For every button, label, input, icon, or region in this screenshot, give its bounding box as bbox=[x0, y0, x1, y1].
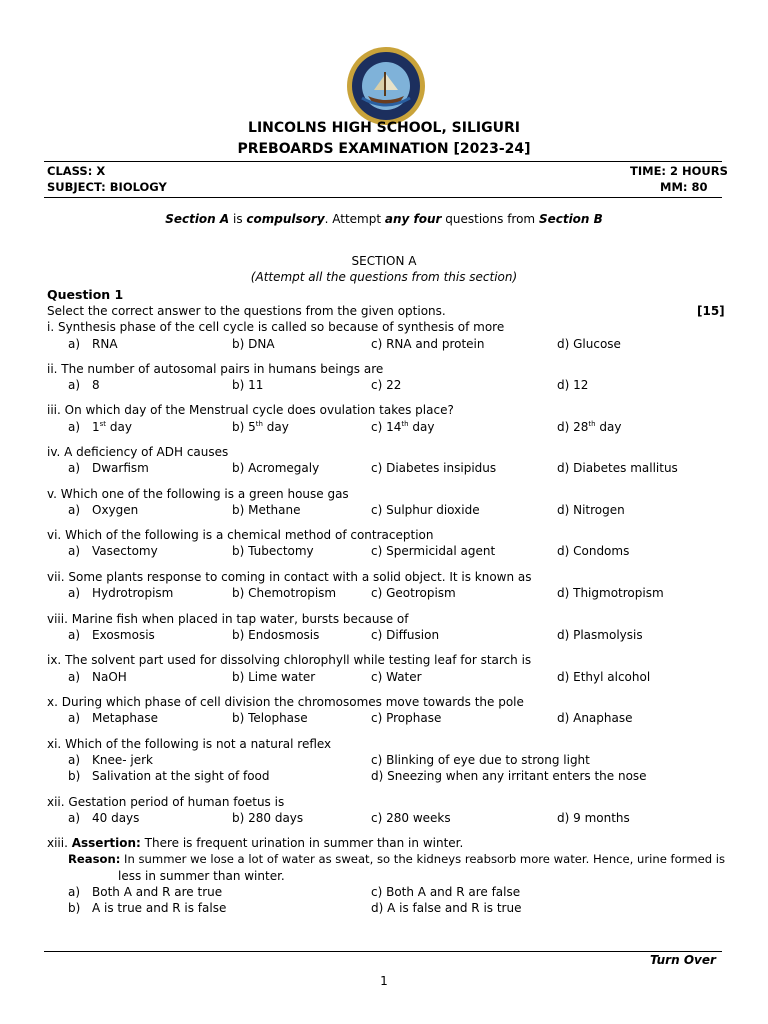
option-d: d) 9 months bbox=[557, 811, 630, 825]
exam-title: PREBOARDS EXAMINATION [2023-24] bbox=[237, 141, 531, 157]
option-d: d) Glucose bbox=[557, 337, 621, 351]
option-d: d) Ethyl alcohol bbox=[557, 670, 651, 684]
option-b: b) Methane bbox=[232, 503, 301, 517]
option-d: d) A is false and R is true bbox=[371, 901, 522, 915]
option-a: a) Metaphase bbox=[68, 711, 159, 725]
option-a: a) Both A and R are true bbox=[68, 885, 223, 899]
option-a: a) Hydrotropism bbox=[68, 586, 174, 600]
header-rule-bottom bbox=[44, 197, 722, 198]
option-b: b) DNA bbox=[232, 337, 275, 351]
option-c: c) Prophase bbox=[371, 711, 442, 725]
option-c: c) Geotropism bbox=[371, 586, 456, 600]
max-marks-label: MM: 80 bbox=[660, 180, 708, 194]
time-label: TIME: 2 HOURS bbox=[630, 164, 728, 178]
general-instructions: Section A is compulsory. Attempt any four questions from Section B bbox=[165, 212, 603, 226]
option-c: c) Sulphur dioxide bbox=[371, 503, 480, 517]
option-a: a) Vasectomy bbox=[68, 544, 158, 558]
class-label: CLASS: X bbox=[47, 164, 106, 178]
option-b: b) 280 days bbox=[232, 811, 304, 825]
question-heading: Question 1 bbox=[47, 287, 124, 302]
option-b: b) Telophase bbox=[232, 711, 308, 725]
option-d: d) Anaphase bbox=[557, 711, 633, 725]
option-d: d) Sneezing when any irritant enters the nose bbox=[371, 769, 647, 783]
option-d: d) Nitrogen bbox=[557, 503, 625, 517]
option-c: c) 22 bbox=[371, 378, 402, 392]
option-d: d) Diabetes mallitus bbox=[557, 461, 678, 475]
option-b: b) A is true and R is false bbox=[68, 901, 227, 915]
option-d: d) 12 bbox=[557, 378, 589, 392]
option-c: c) RNA and protein bbox=[371, 337, 485, 351]
option-b: b) 5th day bbox=[232, 420, 289, 434]
assertion-text: xiii. Assertion: There is frequent urination in summer than in winter. bbox=[47, 836, 464, 850]
option-c: c) Both A and R are false bbox=[371, 885, 521, 899]
question-text: xii. Gestation period of human foetus is bbox=[47, 795, 285, 809]
option-a: a) 40 days bbox=[68, 811, 140, 825]
option-c: c) Water bbox=[371, 670, 422, 684]
page-number: 1 bbox=[380, 974, 388, 988]
option-a: a) NaOH bbox=[68, 670, 127, 684]
option-d: d) 28th day bbox=[557, 420, 622, 434]
question-text: xi. Which of the following is not a natural reflex bbox=[47, 737, 332, 751]
option-c: c) Blinking of eye due to strong light bbox=[371, 753, 590, 767]
question-text: viii. Marine fish when placed in tap water, bursts because of bbox=[47, 612, 409, 626]
footer-rule bbox=[44, 951, 722, 952]
reason-text: Reason: In summer we lose a lot of water as sweat, so the kidneys reabsorb more water. Hence, urine formed is bbox=[68, 852, 726, 866]
question-text: v. Which one of the following is a green house gas bbox=[47, 487, 349, 501]
option-a: a) Dwarfism bbox=[68, 461, 149, 475]
option-d: d) Plasmolysis bbox=[557, 628, 643, 642]
question-text: iv. A deficiency of ADH causes bbox=[47, 445, 229, 459]
question-text: ix. The solvent part used for dissolving chlorophyll while testing leaf for starch is bbox=[47, 653, 532, 667]
section-subtitle: (Attempt all the questions from this section) bbox=[250, 270, 518, 284]
option-a: a) 8 bbox=[68, 378, 100, 392]
question-text: iii. On which day of the Menstrual cycle does ovulation takes place? bbox=[47, 403, 454, 417]
option-a: a) Oxygen bbox=[68, 503, 139, 517]
turn-over-label: Turn Over bbox=[650, 953, 716, 967]
option-c: c) Diffusion bbox=[371, 628, 440, 642]
question-text: ii. The number of autosomal pairs in humans beings are bbox=[47, 362, 384, 376]
question-marks: [15] bbox=[697, 304, 725, 318]
option-a: a) 1st day bbox=[68, 420, 132, 434]
question-prompt: Select the correct answer to the questions from the given options. bbox=[47, 304, 446, 318]
subject-label: SUBJECT: BIOLOGY bbox=[47, 180, 167, 194]
option-d: d) Thigmotropism bbox=[557, 586, 664, 600]
header-rule-top bbox=[44, 161, 722, 162]
option-c: c) 280 weeks bbox=[371, 811, 451, 825]
option-a: a) Knee- jerk bbox=[68, 753, 153, 767]
school-name: LINCOLNS HIGH SCHOOL, SILIGURI bbox=[248, 120, 520, 136]
option-c: c) Spermicidal agent bbox=[371, 544, 496, 558]
school-logo bbox=[346, 46, 426, 126]
option-b: b) Chemotropism bbox=[232, 586, 337, 600]
option-a: a) Exosmosis bbox=[68, 628, 155, 642]
question-text: i. Synthesis phase of the cell cycle is called so because of synthesis of more bbox=[47, 320, 505, 334]
option-b: b) 11 bbox=[232, 378, 264, 392]
question-text: vii. Some plants response to coming in contact with a solid object. It is known as bbox=[47, 570, 532, 584]
option-d: d) Condoms bbox=[557, 544, 630, 558]
option-b: b) Lime water bbox=[232, 670, 316, 684]
option-b: b) Tubectomy bbox=[232, 544, 314, 558]
option-c: c) 14th day bbox=[371, 420, 435, 434]
option-c: c) Diabetes insipidus bbox=[371, 461, 497, 475]
option-b: b) Salivation at the sight of food bbox=[68, 769, 270, 783]
question-text: x. During which phase of cell division the chromosomes move towards the pole bbox=[47, 695, 524, 709]
option-a: a) RNA bbox=[68, 337, 118, 351]
option-b: b) Acromegaly bbox=[232, 461, 320, 475]
option-b: b) Endosmosis bbox=[232, 628, 320, 642]
section-title: SECTION A bbox=[351, 254, 417, 268]
question-text: vi. Which of the following is a chemical method of contraception bbox=[47, 528, 434, 542]
reason-text-cont: less in summer than winter. bbox=[118, 869, 285, 883]
